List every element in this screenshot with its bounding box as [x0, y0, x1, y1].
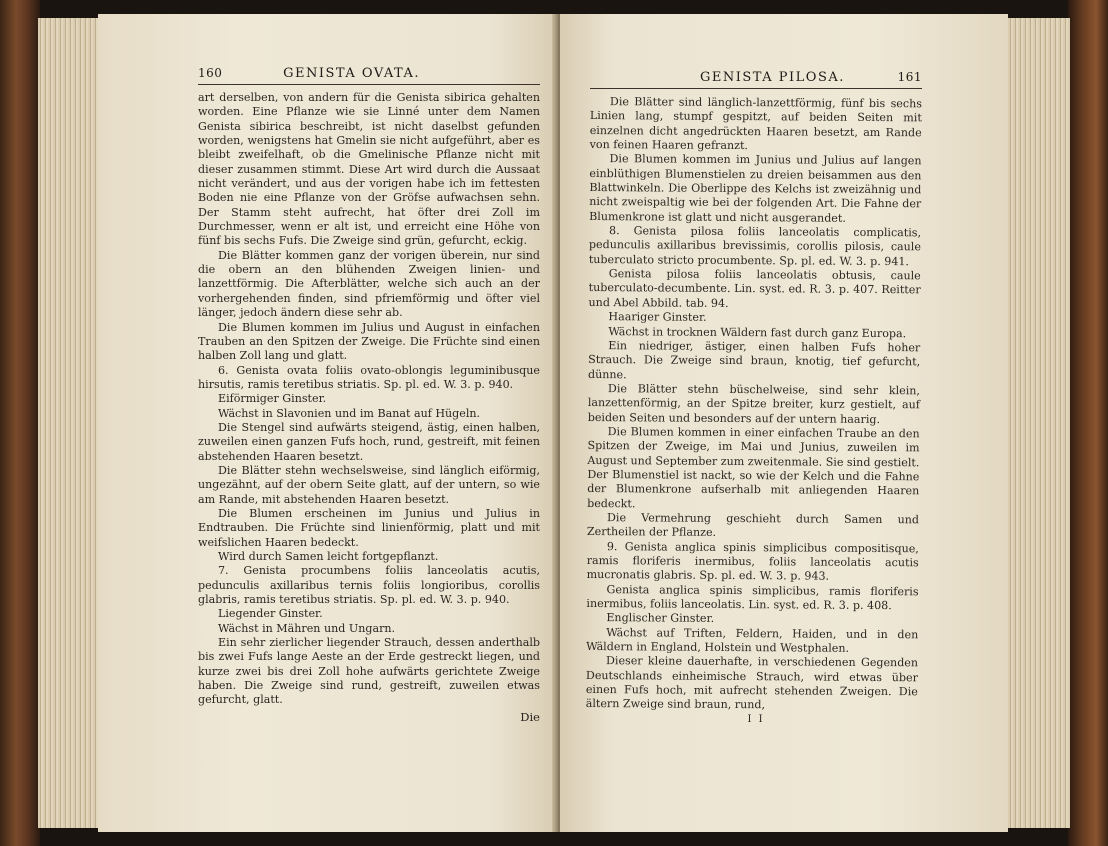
header-title: GENISTA OVATA.	[283, 66, 420, 81]
paragraph: Die Stengel sind aufwärts steigend, ästig, einen halben, zuweilen einen ganzen Fufs hoch, rund, gestreift, mit feinen abstehenden Haaren besetzt.	[198, 420, 540, 463]
paragraph: Die Blumen kommen im Junius und Julius auf langen einblüthigen Blumenstielen zu dreien beisammen aus den Blattwinkeln. Die Oberlippe des Kelchs ist zweizähnig und nicht zweispaltig wie bei der folgenden Art. Die Fahne der Blumenkrone ist glatt und nicht ausgerandet.	[589, 152, 922, 225]
page-number: 161	[897, 70, 922, 84]
paragraph: Haariger Ginster.	[608, 310, 707, 324]
paragraph: 6. Genista ovata foliis ovato-oblongis leguminibusque hirsutis, ramis teretibus striatis. Sp. pl. ed. W. 3. p. 940.	[198, 363, 540, 391]
paragraph: Wächst in Mähren und Ungarn.	[218, 621, 396, 635]
paragraph: Dieser kleine dauerhafte, in verschiedenen Gegenden Deutschlands einheimische Strauch, wird etwas über einen Fufs hoch, mit aufrecht stehenden Zweigen. Die ältern Zweige sind braun, rund,	[585, 654, 919, 712]
paragraph: Eiförmiger Ginster.	[218, 392, 327, 406]
left-page	[98, 14, 558, 832]
page-edges-left	[38, 18, 100, 828]
paragraph: Die Blumen kommen in einer einfachen Traube an den Spitzen der Zweige, im Mai und Junius, zuweilen im August und September zum zweitenmale. Sie sind gestielt. Der Blumenstiel ist nackt, so wie der Kelch und die Fahne der Blumenkrone aufserhalb mit anliegenden Haaren bedeckt.	[587, 425, 920, 510]
paragraph: 8. Genista pilosa foliis lanceolatis complicatis, pedunculis axillaribus brevissimis, corollis pilosis, caule tuberculato stricto procumbente. Sp. pl. ed. W. 3. p. 941.	[588, 224, 922, 269]
paragraph: 7. Genista procumbens foliis lanceolatis acutis, pedunculis axillaribus ternis foliis longioribus, corollis glabris, ramis teretibus striatis. Sp. pl. ed. W. 3. p. 940.	[198, 564, 540, 607]
page-edges-right	[1008, 18, 1070, 828]
paragraph: art derselben, von andern für die Genista sibirica gehalten worden. Eine Pflanze wie sie Linné unter dem Namen Genista sibirica beschreibt, ist nicht daselbst gefunden worden, wenigstens hat Gmelin sie nicht aufgeführt, aber es bleibt zweifelhaft, ob die Gmelinische Pflanze nicht mit dieser zusammen stimmt. Diese Art wird durch die Aussaat nicht verändert, und aus der vorigen habe ich im fettesten Boden nie eine Pflanze von der Gröfse aufwachsen sehn. Der Stamm steht aufrecht, hat öfter drei Zoll im Durchmesser, wenn er alt ist, und erreicht eine Höhe von fünf bis sechs Fufs. Die Zweige sind grün, gefurcht, eckig.	[198, 91, 540, 248]
paragraph: Die Blumen erscheinen im Junius und Julius in Endtrauben. Die Früchte sind linienförmig, platt und mit weifslichen Haaren bedeckt.	[198, 506, 540, 549]
paragraph: Die Blätter stehn wechselsweise, sind länglich eiförmig, ungezähnt, auf der obern Seite glatt, auf der untern, so wie am Rande, mit abstehenden Haaren besetzt.	[198, 463, 540, 506]
book-cover-left	[0, 0, 40, 846]
paragraph: Die Vermehrung geschieht durch Samen und Zertheilen der Pflanze.	[586, 511, 920, 540]
catchword: Die	[520, 709, 540, 724]
paragraph: Wächst auf Triften, Feldern, Haiden, und in den Wäldern in England, Holstein und Westphalen.	[586, 625, 919, 655]
paragraph: Ein sehr zierlicher liegender Strauch, dessen anderthalb bis zwei Fufs lange Aeste an der Erde gestreckt liegen, und kurze zwei bis drei Zoll hohe aufwärts gerichtete Zweige haben. Die Zweige sind rund, gestreift, zuweilen etwas gefurcht, glatt.	[198, 636, 540, 707]
paragraph: Wächst in Slavonien und im Banat auf Hügeln.	[218, 406, 481, 420]
paragraph: Die Blätter kommen ganz der vorigen überein, nur sind die obern an den blühenden Zweigen linien- und lanzettförmig. Die Afterblätter, welche sich auch an der vorhergehenden finden, sind pfriemförmig und öfter viel länger, jedoch ändern diese sehr ab.	[198, 248, 540, 320]
book-cover-right	[1068, 0, 1108, 846]
body-text	[198, 91, 540, 708]
paragraph: Die Blätter stehn büschelweise, sind sehr klein, lanzettenförmig, an der Spitze breiter, kurz gestielt, auf beiden Seiten und besonders auf der untern haarig.	[587, 382, 920, 426]
paragraph: Genista anglica spinis simplicibus, ramis floriferis inermibus, foliis lanceolatis. Lin. syst. ed. R. 3. p. 408.	[586, 582, 919, 613]
paragraph: 9. Genista anglica spinis simplicibus compositisque, ramis floriferis inermibus, foliis lanceolatis acutis mucronatis glabris. Sp. pl. ed. W. 3. p. 943.	[586, 539, 919, 584]
paragraph: Wächst in trocknen Wäldern fast durch ganz Europa.	[608, 324, 907, 340]
paragraph: Wird durch Samen leicht fortgepflanzt.	[218, 550, 439, 563]
paragraph: Die Blätter sind länglich-lanzettförmig, fünf bis sechs Linien lang, stumpf gespitzt, auf beiden Seiten mit einzelnen dicht angedrückten Haaren besetzt, am Rande von feinen Haaren gefranzt.	[589, 95, 922, 153]
body-text	[586, 95, 922, 714]
right-page	[560, 14, 1008, 832]
paragraph: Liegender Ginster.	[218, 607, 323, 621]
paragraph: Genista pilosa foliis lanceolatis obtusis, caule tuberculato-decumbente. Lin. syst. ed. R. 3. p. 407. Reitter und Abel Abbild. tab. 94.	[588, 267, 921, 310]
header-title: GENISTA PILOSA.	[700, 70, 845, 85]
paragraph: Die Blumen kommen im Julius und August in einfachen Trauben an den Spitzen der Zweige. Die Früchte sind einen halben Zoll lang und glatt.	[198, 320, 540, 363]
paragraph: Ein niedriger, ästiger, einen halben Fufs hoher Strauch. Die Zweige sind braun, knotig, tief gefurcht, dünne.	[588, 338, 921, 381]
running-head-right	[590, 70, 922, 89]
paragraph: Englischer Ginster.	[606, 611, 715, 626]
page-number: 160	[198, 66, 223, 80]
running-head-left	[198, 66, 540, 85]
signature-mark: I I	[747, 713, 765, 725]
